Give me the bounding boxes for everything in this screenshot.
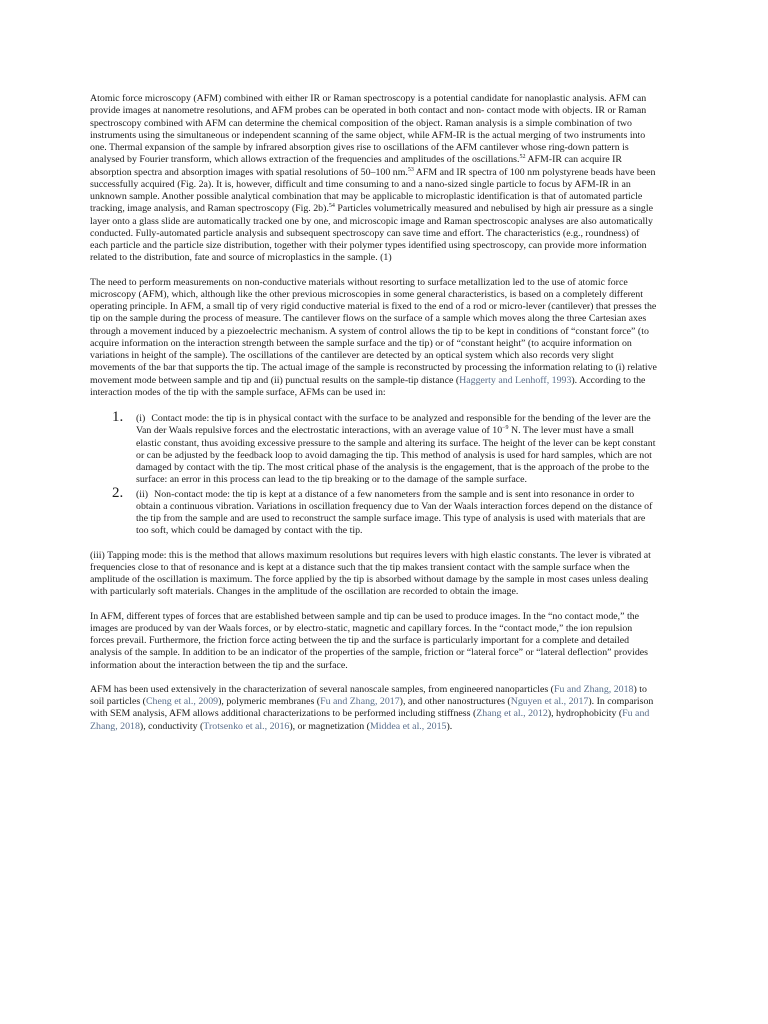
closing-paragraphs (90, 550, 658, 733)
list-roman-tag: (ii) (136, 488, 149, 500)
citation-link[interactable]: Fu and Zhang, 2018 (553, 683, 634, 695)
list-number: 1. (112, 409, 124, 425)
paragraph-after-1 (90, 550, 658, 599)
text-run: ), and other nanostructures ( (399, 696, 511, 707)
paragraph-2 (90, 277, 658, 400)
superscript: −9 (502, 425, 509, 432)
text-run: Particles volumetrically measured and nebulised by high air pressure as a single layer onto a glass slide are automatically tracked one by one, and microscopic image and Raman spectroscopic analyses are also automatically conducted. Fully-automated particle analysis and subsequent spectroscopy can save time and effort. The characteristics (e.g., roundness) of each particle and the particle size distribution, together with their polymer types identified using spectroscopy, can provide more information related to the distribution, fate and source of microplastics in the sample. (1) (90, 203, 653, 264)
text-run: AFM-IR can acquire IR absorption spectra and absorption images with spatial resolutions of 50–100 nm. (90, 154, 622, 178)
citation-link[interactable]: Haggerty and Lenhoff, 1993 (459, 374, 572, 386)
text-run: ). (446, 720, 453, 732)
intro-paragraphs (90, 93, 658, 399)
citation-link[interactable]: Trotsenko et al., 2016 (203, 720, 290, 732)
text-run: Non-contact mode: the tip is kept at a distance of a few nanometers from the sample and is sent into resonance in order to obtain a continuous vibration. Variations in oscillation frequency due to Van der Waals interaction forces depend on the distance of the tip from the sample and are used to reconstruct the sample surface image. This type of analysis is used with materials that are too soft, which could be damaged by contact with the tip. (136, 488, 653, 537)
paragraph-after-2 (90, 611, 658, 672)
list-item (90, 484, 658, 538)
text-run: Contact mode: the tip is in physical contact with the surface to be analyzed and responsible for the bending of the lever are the Van der Waals repulsive forces and the electrostatic interactions, with an average value of 10 (136, 413, 651, 437)
text-run: In AFM, different types of forces that are established between sample and tip can be used to produce images. In the “no contact mode,” the images are produced by van der Waals forces, or by electro-static, magnetic and capillary forces. In the “contact mode,” the ion repulsion forces prevail. Furthermore, the friction force acting between the tip and the surface is particularly important for a complete and detailed analysis of the sample. In addition to be an indicator of the properties of the sample, friction or “lateral force” or “lateral deflection” provides information about the interaction between the tip and the surface. (90, 610, 648, 671)
text-run: AFM has been used extensively in the characterization of several nanoscale samples, from engineered nanoparticles ( (90, 683, 554, 695)
text-run: AFM and IR spectra of 100 nm polystyrene beads have been successfully acquired (Fig. 2a). It is, however, difficult and time consuming to and a nano-sized single particle to focus by AFM-IR in an unknown sample. Another possible analytical combination that may be applicable to microplastic identification is that of automated particle tracking, image analysis, and Raman spectroscopy (Fig. 2b). (90, 166, 656, 215)
superscript: 54 (328, 203, 335, 210)
text-run: ), polymeric membranes ( (218, 696, 321, 707)
citation-link[interactable]: Cheng et al., 2009 (145, 696, 219, 707)
document-body (90, 93, 658, 745)
list-roman-tag: (i) (136, 413, 146, 424)
text-run: ) to soil particles ( (90, 683, 647, 707)
citation-link[interactable]: Fu and Zhang, 2017 (320, 696, 400, 707)
text-run: N. The lever must have a small elastic constant, thus avoiding excessive pressure to the sample and altering its surface. The height of the lever can be kept constant or can be adjusted by the feedback loop to avoid damaging the tip. This method of analysis is used for hard samples, which are not damaged by contact with the tip. The most critical phase of the analysis is the engagement, that is the approach of the probe to the surface: an error in this process can lead to the tip breaking or to the damage of the sample surface. (136, 425, 656, 486)
text-run: The need to perform measurements on non-conductive materials without resorting to surface metallization led to the use of atomic force microscopy (AFM), which, although like the other previous microscopies in some general characteristics, is based on a completely different operating principle. In AFM, a small tip of very rigid conductive material is fixed to the end of a rod or micro-lever (cantilever) that presses the tip on the sample during the process of measure. The cantilever flows on the surface of a sample which moves along the three Cartesian axes through a movement induced by a piezoelectric mechanism. A system of control allows the tip to be kept in conditions of “constant force” (to acquire information on the interaction strength between the sample surface and the tip) or of “constant height” (to acquire information on variations in height of the sample). The oscillations of the cantilever are detected by an optical system which also records very slight movements of the bar that supports the tip. The actual image of the sample is reconstructed by processing the information relating to (i) relative movement mode between sample and tip and (ii) punctual results on the sample-tip distance ( (90, 276, 657, 386)
text-run: ), conductivity ( (139, 720, 204, 732)
citation-link[interactable]: Nguyen et al., 2017 (510, 696, 589, 707)
list-item (90, 409, 658, 487)
text-run: ). In comparison with SEM analysis, AFM allows additional characterizations to be performed including stiffness ( (90, 696, 654, 720)
paragraph-after-3 (90, 684, 658, 733)
superscript: 52 (519, 154, 526, 161)
paragraph-1 (90, 93, 658, 265)
text-run: (iii) Tapping mode: this is the method that allows maximum resolutions but requires levers with high elastic constants. The lever is vibrated at frequencies close to that of resonance and is kept at a distance such that the tip makes transient contact with the sample surface when the amplitude of the oscillation is maximum. The force applied by the tip is absorbed without damage by the sample in most cases unless dealing with particularly soft materials. Changes in the amplitude of the oscillation are recorded to obtain the image. (90, 549, 651, 598)
citation-link[interactable]: Zhang et al., 2012 (476, 708, 548, 720)
text-run: ). According to the interaction modes of the tip with the sample surface, AFMs can be used in: (90, 374, 646, 398)
text-run: Atomic force microscopy (AFM) combined with either IR or Raman spectroscopy is a potential candidate for nanoplastic analysis. AFM can provide images at nanometre resolutions, and AFM probes can be operated in both contact and non- contact mode with objects. IR or Raman spectroscopy combined with AFM can determine the chemical composition of the object. Raman analysis is a simple combination of two instruments using the simultaneous or independent scanning of the same object, while AFM-IR is the actual merging of two instruments into one. Thermal expansion of the sample by infrared absorption gives rise to oscillations of the AFM cantilever whose ring-down pattern is analysed by Fourier transform, which allows extraction of the frequencies and amplitudes of the oscillations. (90, 93, 647, 166)
afm-modes-list (90, 409, 658, 538)
citation-link[interactable]: Fu and Zhang, 2018 (90, 708, 650, 732)
text-run: ), or magnetization ( (289, 720, 370, 732)
list-number: 2. (112, 484, 124, 501)
citation-link[interactable]: Middea et al., 2015 (369, 720, 447, 732)
superscript: 53 (407, 166, 414, 173)
text-run: ), hydrophobicity ( (547, 708, 623, 720)
